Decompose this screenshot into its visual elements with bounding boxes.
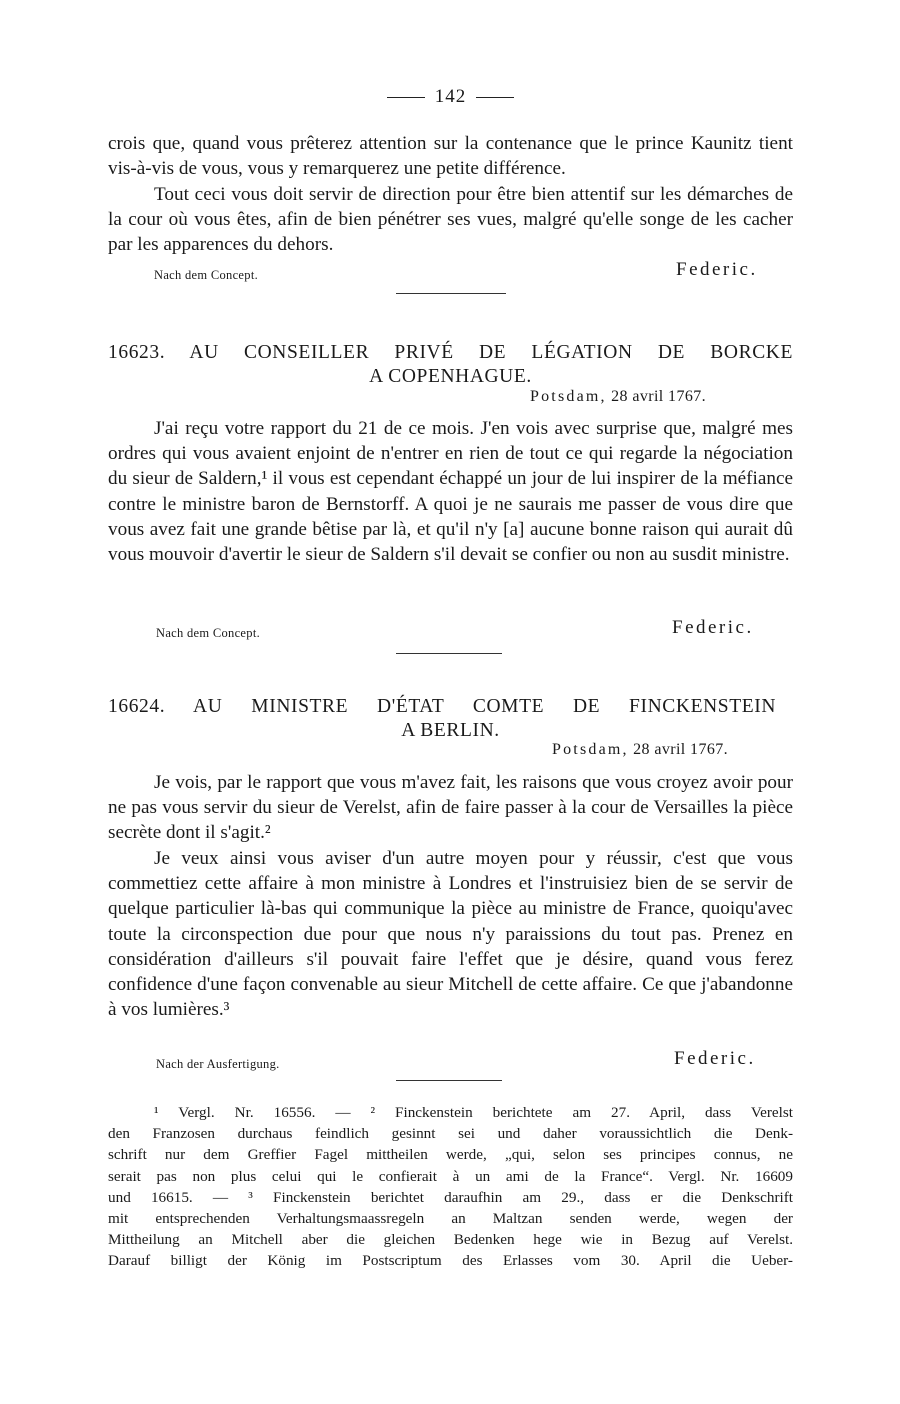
letter-title: AU MINISTRE D'ÉTAT COMTE DE FINCKENSTEIN bbox=[193, 696, 777, 717]
source-note: Nach der Ausfertigung. bbox=[156, 1057, 280, 1071]
signature: Federic. bbox=[676, 259, 758, 280]
dateline-place: Potsdam, bbox=[552, 741, 629, 758]
dateline-date: 28 avril 1767. bbox=[611, 388, 707, 405]
footnote-line: den Franzosen durchaus feindlich gesinnt sei und daher voraussichtlich die Denk- bbox=[108, 1125, 793, 1143]
letter-heading bbox=[108, 341, 793, 389]
footnote-line: serait pas non plus celui qui le confierait à un ami de la France“. Vergl. Nr. 16609 bbox=[108, 1167, 793, 1185]
footnote-line: und 16615. — ³ Finckenstein berichtet daraufhin am 29., dass er die Denkschrift bbox=[108, 1188, 793, 1206]
letter-paragraph-2: Je veux ainsi vous aviser d'un autre moyen pour y réussir, c'est que vous commettiez cette affaire à mon ministre à Londres et l'instruisiez bien de se servir de quelque particulier là-bas qui communique la pièce au ministre de France, quoiqu'avec toute la circonspection due pour que nous n'y paraissions du tout pas. Prenez en considération d'ailleurs s'il pouvait faire l'effet que je désire, quand vous ferez confidence d'une façon convenable au sieur Mitchell de cette affaire. Ce que j'abandonne à vos lumières.³ bbox=[108, 848, 793, 1021]
document-page bbox=[108, 0, 793, 1404]
letter-destination: A COPENHAGUE. bbox=[369, 366, 532, 387]
page-number: 142 bbox=[434, 86, 467, 107]
header-dash-right bbox=[476, 97, 514, 98]
source-note: Nach dem Concept. bbox=[156, 626, 261, 640]
footnote-line: Mittheilung an Mitchell aber die gleichen Bedenken hege wie in Bezug auf Verelst. bbox=[108, 1231, 793, 1249]
footnote-line: schrift nur dem Greffier Fagel mittheilen werde, „qui, selon ses principes connus, ne bbox=[108, 1146, 793, 1164]
letter-paragraph: Je vois, par le rapport que vous m'avez fait, les raisons que vous croyez avoir pour ne pas vous servir du sieur de Verelst, afin de faire passer à la cour de Versailles la pièce secrète dont il s'agit.² bbox=[108, 772, 793, 844]
dateline-date: 28 avril 1767. bbox=[633, 741, 729, 758]
header-dash-left bbox=[387, 97, 425, 98]
page-header bbox=[108, 86, 793, 108]
continuation-paragraph-2: Tout ceci vous doit servir de direction pour être bien attentif sur les démarches de la cour où vous êtes, afin de bien pénétrer ses vues, malgré qu'elle songe de les cacher par les apparences du dehors. bbox=[108, 184, 793, 256]
source-note: Nach dem Concept. bbox=[154, 268, 259, 282]
signature: Federic. bbox=[672, 617, 754, 638]
footnote-line: Darauf billigt der König im Postscriptum des Erlasses vom 30. April die Ueber- bbox=[108, 1252, 793, 1270]
dateline-place: Potsdam, bbox=[530, 388, 607, 405]
dateline bbox=[552, 741, 728, 759]
letter-body: J'ai reçu votre rapport du 21 de ce mois. J'en vois avec surprise que, malgré mes ordres qui vous avaient enjoint de n'entrer en rien de tout ce qui regarde la négociation du sieur de Saldern,¹ il vous est cependant échappé un jour de lui inspirer de la méfiance contre le ministre baron de Bernstorff. A quoi je ne saurais me passer de vous dire que vous avez fait une grande bêtise par là, et qu'il n'y [a] aucune bonne raison qui aurait dû vous mouvoir d'avertir le sieur de Saldern s'il devait se confier ou non au susdit ministre. bbox=[108, 418, 793, 566]
footnotes bbox=[108, 1102, 793, 1272]
footnote-line: ¹ Vergl. Nr. 16556. — ² Finckenstein berichtete am 27. April, dass Verelst bbox=[154, 1104, 793, 1121]
letter-heading bbox=[108, 695, 793, 743]
footnote-line: mit entsprechenden Verhaltungsmaassregeln an Maltzan senden werde, wegen der bbox=[108, 1210, 793, 1228]
signature: Federic. bbox=[674, 1048, 756, 1069]
continuation-paragraph: crois que, quand vous prêterez attention sur la contenance que le prince Kaunitz tient vis-à-vis de vous, vous y remarquerez une petite différence. bbox=[108, 133, 793, 180]
dateline bbox=[530, 388, 706, 406]
letter-number: 16624. bbox=[108, 696, 166, 717]
section-rule bbox=[396, 1080, 502, 1081]
section-rule bbox=[396, 293, 506, 294]
letter-destination: A BERLIN. bbox=[401, 720, 500, 741]
letter-title: AU CONSEILLER PRIVÉ DE LÉGATION DE BORCKE bbox=[189, 342, 793, 363]
section-rule bbox=[396, 653, 502, 654]
letter-number: 16623. bbox=[108, 342, 166, 363]
